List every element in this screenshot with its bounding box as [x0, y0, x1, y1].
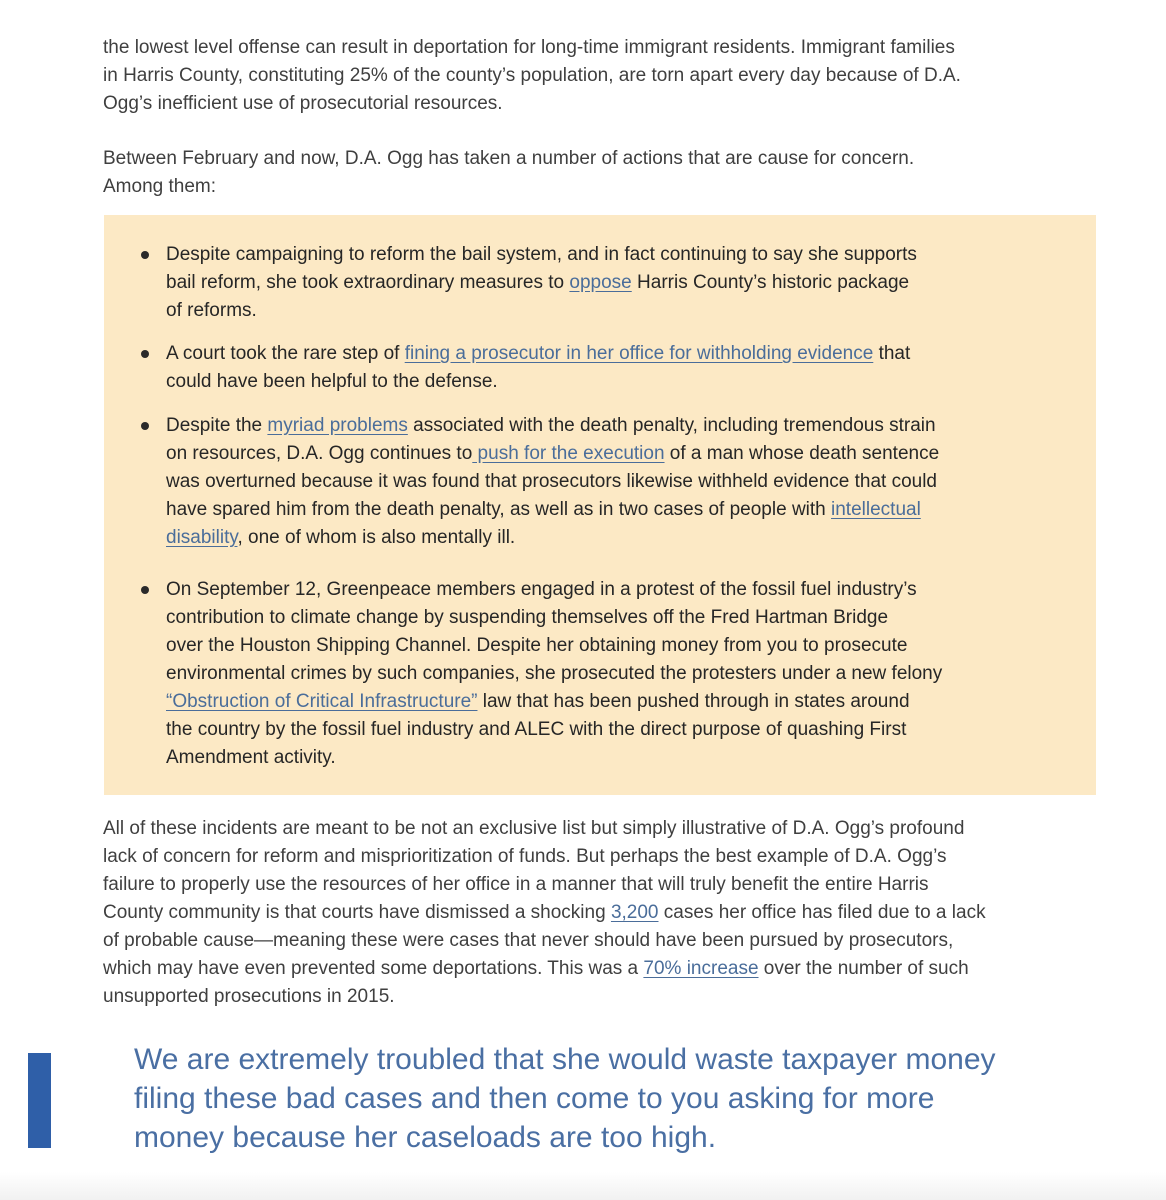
summary-paragraph: [103, 815, 986, 1011]
text-run: of a man whose death sentence: [664, 443, 940, 464]
bullet-text: [166, 412, 939, 552]
bullet-line: could have been helpful to the defense.: [166, 371, 498, 392]
text-run: have spared him from the death penalty, as well as in two cases of people with: [166, 499, 832, 520]
text-run: A court took the rare step of: [166, 343, 405, 364]
intellectual-disability-link[interactable]: intellectual: [831, 499, 921, 520]
summary-line: unsupported prosecutions in 2015.: [103, 986, 395, 1007]
text-run: on resources, D.A. Ogg continues to: [166, 443, 473, 464]
pull-quote-line: We are extremely troubled that she would waste taxpayer money: [134, 1043, 996, 1076]
actions-intro-paragraph: [103, 145, 914, 201]
text-run: that: [873, 343, 911, 364]
text-run: over the number of such: [758, 958, 969, 979]
bullet-line: contribution to climate change by suspending themselves off the Fred Hartman Bridge: [166, 607, 889, 628]
bullet-line: the country by the fossil fuel industry and ALEC with the direct purpose of quashing First: [166, 719, 907, 740]
bullet-line: Despite campaigning to reform the bail system, and in fact continuing to say she supports: [166, 244, 917, 265]
text-run: County community is that courts have dismissed a shocking: [103, 902, 611, 923]
bullet-dot: [141, 586, 149, 594]
summary-line: [103, 955, 986, 983]
page-bottom-edge: [0, 1172, 1166, 1200]
pull-quote: [134, 1040, 996, 1157]
bullet-dot: [141, 251, 149, 259]
bullet-line: environmental crimes by such companies, she prosecuted the protesters under a new felony: [166, 663, 943, 684]
text-run: which may have even prevented some deportations. This was a: [103, 958, 644, 979]
text-run: law that has been pushed through in states around: [477, 691, 910, 712]
text-run: Despite the: [166, 415, 268, 436]
bullet-line: [166, 496, 939, 524]
text-run: , one of whom is also mentally ill.: [237, 527, 516, 548]
bullet-line: On September 12, Greenpeace members engaged in a protest of the fossil fuel industry’s: [166, 579, 917, 600]
pull-quote-line: money because her caseloads are too high.: [134, 1121, 717, 1154]
dismissed-cases-link[interactable]: 3,200: [610, 902, 659, 923]
bullet-dot: [141, 422, 149, 430]
summary-line: failure to properly use the resources of her office in a manner that will truly benefit the entire Harris: [103, 874, 929, 895]
bullet-text: [166, 241, 917, 325]
intellectual-disability-link[interactable]: disability: [166, 527, 238, 548]
pull-quote-line: filing these bad cases and then come to you asking for more: [134, 1082, 935, 1115]
text-run: associated with the death penalty, including tremendous strain: [407, 415, 936, 436]
intro-line: Ogg’s inefficient use of prosecutorial resources.: [103, 93, 503, 114]
bullet-line: [166, 340, 910, 368]
oppose-link[interactable]: oppose: [569, 272, 632, 293]
myriad-problems-link[interactable]: myriad problems: [267, 415, 408, 436]
bullet-line: Amendment activity.: [166, 747, 336, 768]
bullet-line: [166, 412, 939, 440]
bullet-line: [166, 440, 939, 468]
intro-line: the lowest level offense can result in deportation for long-time immigrant residents. Immigrant families: [103, 37, 955, 58]
summary-line: of probable cause—meaning these were cases that never should have been pursued by prosecutors,: [103, 930, 954, 951]
intro-line: in Harris County, constituting 25% of the county’s population, are torn apart every day because of D.A.: [103, 65, 961, 86]
bullet-line: was overturned because it was found that prosecutors likewise withheld evidence that could: [166, 471, 937, 492]
pull-quote-bar: [28, 1053, 51, 1148]
bullet-text: [166, 340, 910, 396]
text-run: Harris County’s historic package: [631, 272, 910, 293]
actions-intro-line: Among them:: [103, 176, 216, 197]
obstruction-law-link[interactable]: “Obstruction of Critical Infrastructure”: [166, 691, 478, 712]
intro-paragraph: [103, 34, 961, 118]
push-for-execution-link[interactable]: push for the execution: [472, 443, 665, 464]
bullet-line: [166, 269, 917, 297]
text-run: cases her office has filed due to a lack: [658, 902, 986, 923]
bullet-line: [166, 688, 942, 716]
bullet-dot: [141, 350, 149, 358]
percent-increase-link[interactable]: 70% increase: [643, 958, 759, 979]
fining-prosecutor-link[interactable]: fining a prosecutor in her office for withholding evidence: [404, 343, 874, 364]
bullet-line: [166, 524, 939, 552]
actions-intro-line: Between February and now, D.A. Ogg has taken a number of actions that are cause for concern.: [103, 148, 915, 169]
text-run: bail reform, she took extraordinary measures to: [166, 272, 570, 293]
concerns-callout-box: [104, 215, 1096, 795]
summary-line: All of these incidents are meant to be not an exclusive list but simply illustrative of D.A. Ogg’s profound: [103, 818, 965, 839]
bullet-text: [166, 576, 942, 772]
bullet-line: over the Houston Shipping Channel. Despite her obtaining money from you to prosecute: [166, 635, 908, 656]
summary-line: lack of concern for reform and misprioritization of funds. But perhaps the best example of D.A. Ogg’s: [103, 846, 947, 867]
summary-line: [103, 899, 986, 927]
bullet-line: of reforms.: [166, 300, 257, 321]
